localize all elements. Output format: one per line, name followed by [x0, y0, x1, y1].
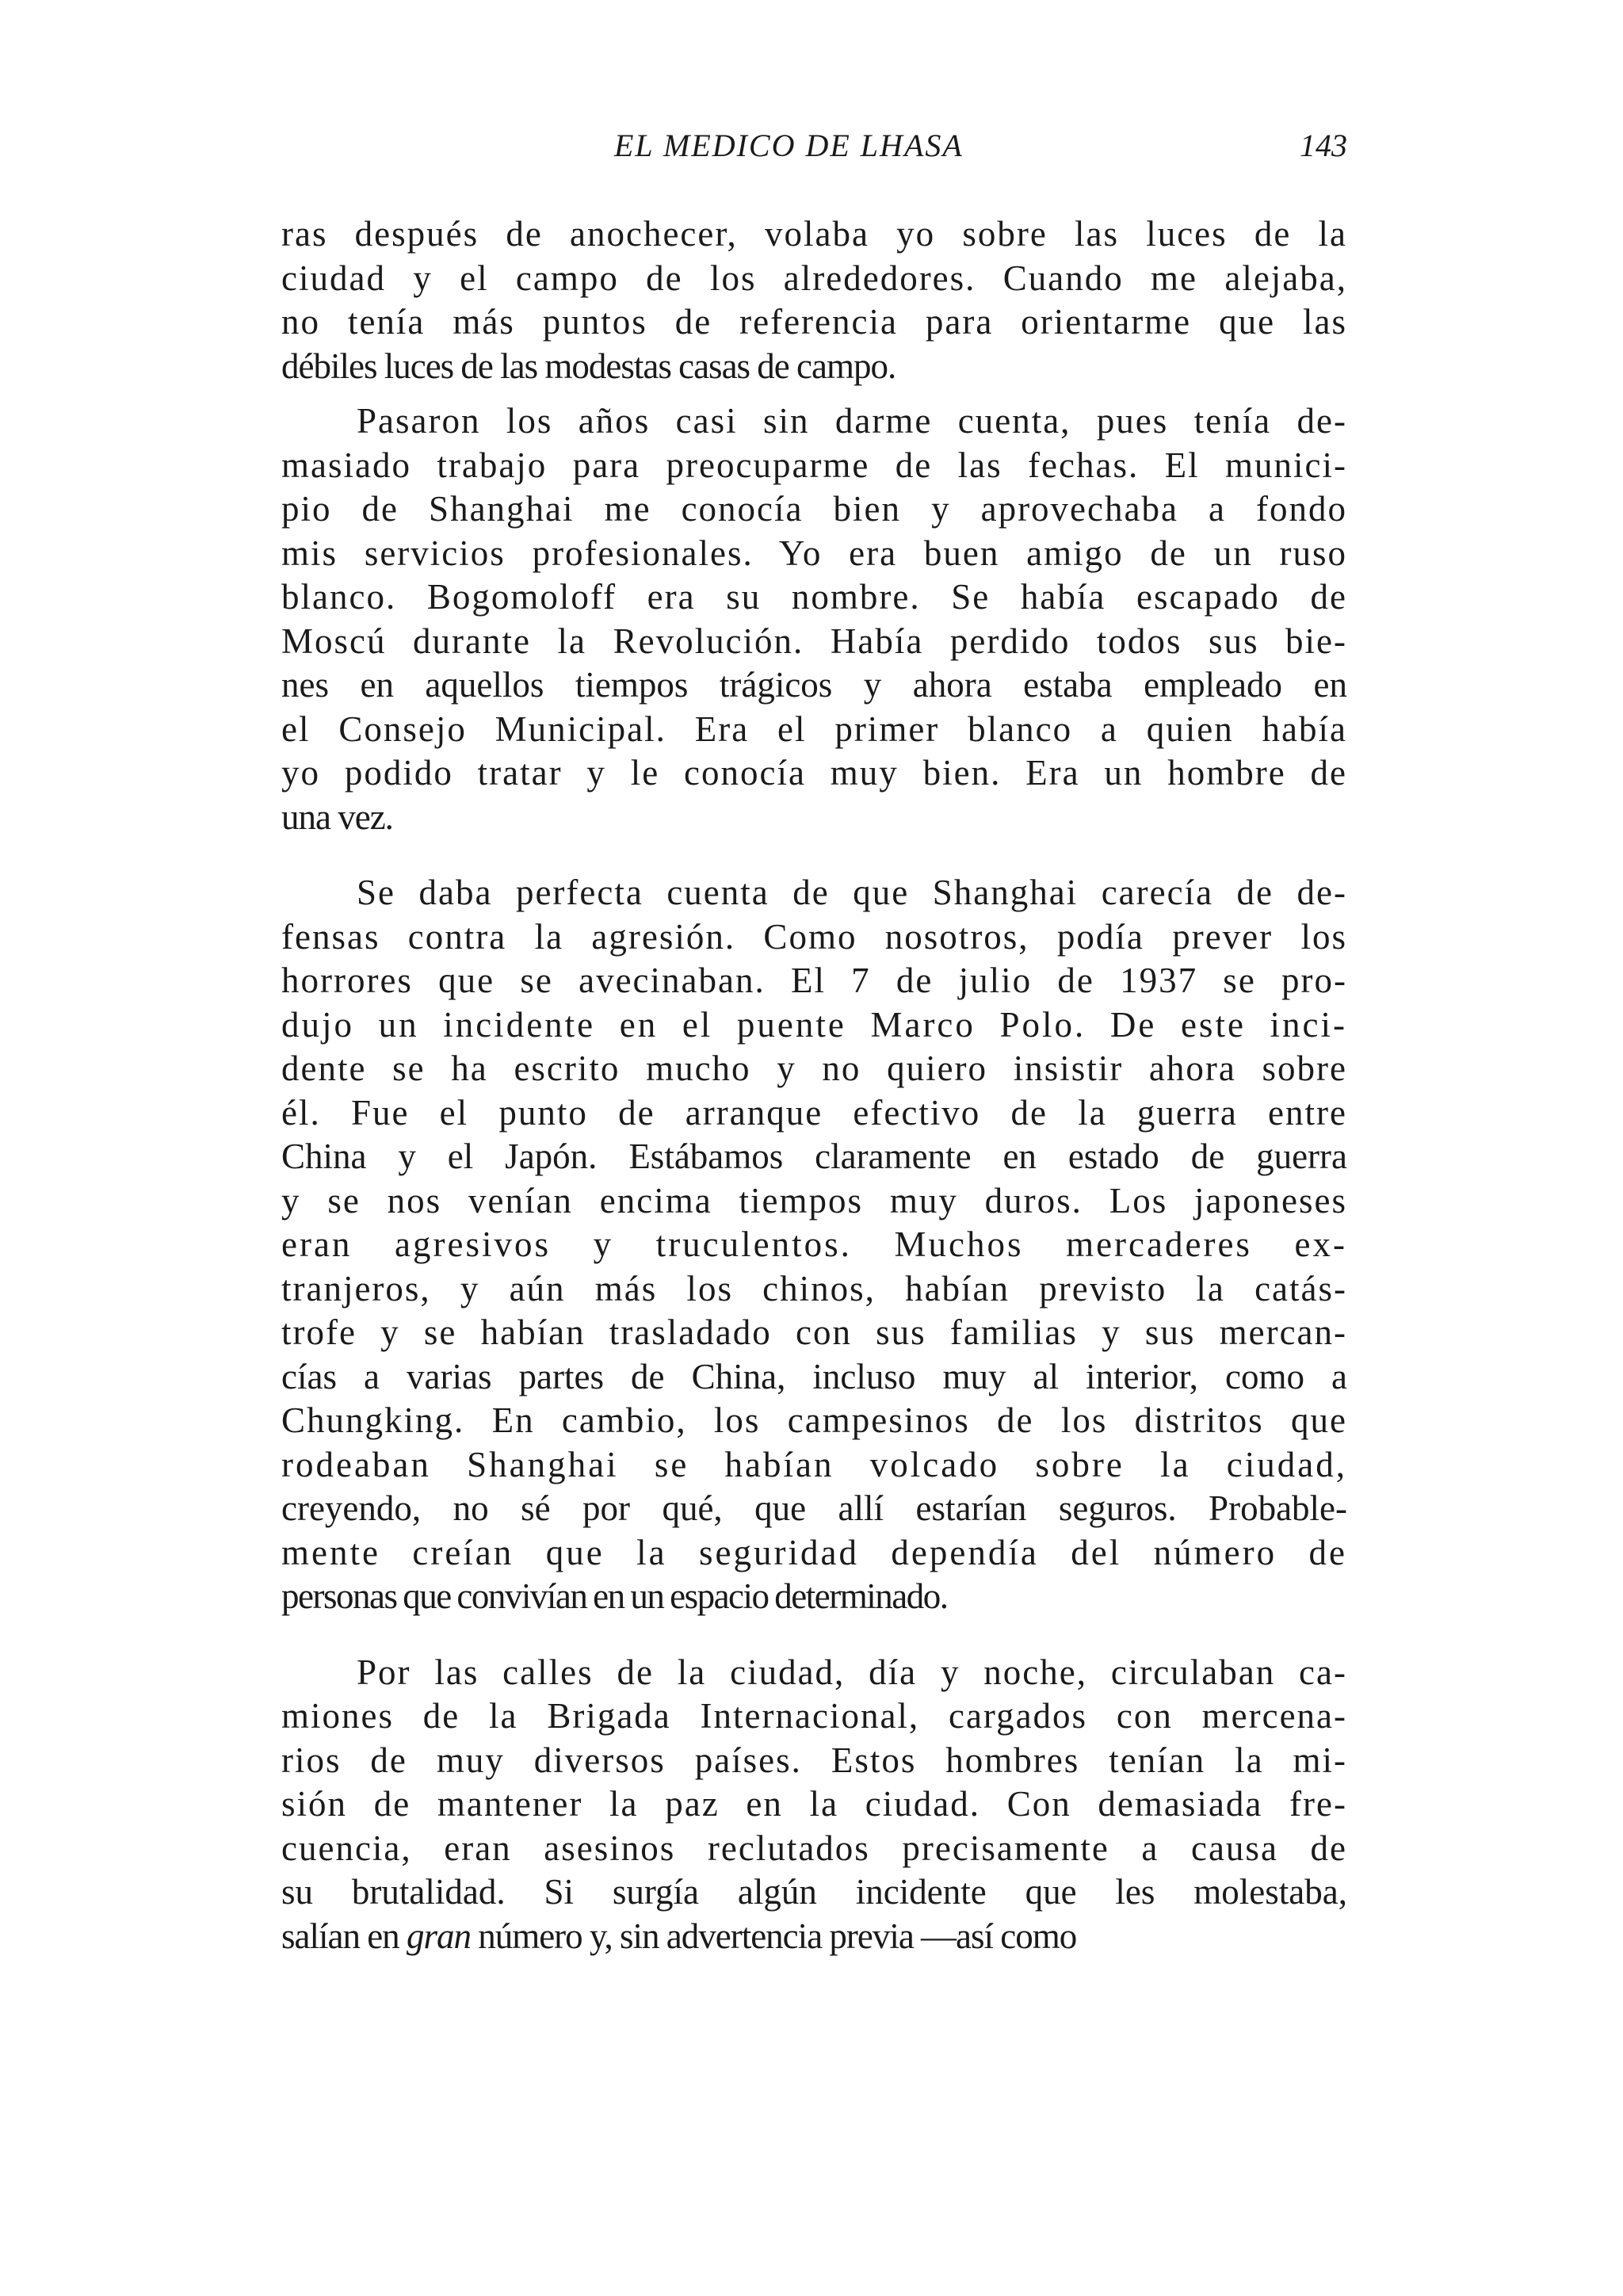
text-line: una vez.: [281, 797, 393, 837]
text-line: trofe y se habían trasladado con sus familias y sus mercan-: [281, 1312, 1347, 1352]
running-head: [281, 127, 1347, 174]
paragraph-1: [281, 212, 1347, 388]
text-line: Moscú durante la Revolución. Había perdido todos sus bie-: [281, 621, 1347, 661]
text-line: débiles luces de las modestas casas de campo.: [281, 346, 896, 386]
text-line: no tenía más puntos de referencia para orientarme que las: [281, 302, 1347, 342]
text-line: blanco. Bogomoloff era su nombre. Se había escapado de: [281, 577, 1347, 617]
text-line: creyendo, no sé por qué, que allí estarían seguros. Probable-: [281, 1488, 1347, 1528]
text-line: cuencia, eran asesinos reclutados precisamente a causa de: [281, 1828, 1347, 1868]
text-line: yo podido tratar y le conocía muy bien. Era un hombre de: [281, 753, 1347, 793]
text-line: dente se ha escrito mucho y no quiero insistir ahora sobre: [281, 1049, 1347, 1088]
text-line: tranjeros, y aún más los chinos, habían previsto la catás-: [281, 1268, 1347, 1308]
text-line: eran agresivos y truculentos. Muchos mercaderes ex-: [281, 1224, 1347, 1264]
text-line: sión de mantener la paz en la ciudad. Con demasiada fre-: [281, 1784, 1347, 1824]
text-line: pio de Shanghai me conocía bien y aprovechaba a fondo: [281, 489, 1347, 529]
text-line: dujo un incidente en el puente Marco Polo. De este inci-: [281, 1004, 1347, 1045]
text-line: cías a varias partes de China, incluso muy al interior, como a: [281, 1356, 1347, 1396]
text-line: masiado trabajo para preocuparme de las fechas. El munici-: [281, 445, 1347, 485]
text-line: miones de la Brigada Internacional, cargados con mercena-: [281, 1696, 1347, 1736]
text-line: rodeaban Shanghai se habían volcado sobre la ciudad,: [281, 1444, 1347, 1484]
text-line: Pasaron los años casi sin darme cuenta, pues tenía de-: [357, 401, 1347, 441]
text-line: nes en aquellos tiempos trágicos y ahora estaba empleado en: [281, 665, 1347, 705]
paragraph-3: [281, 871, 1347, 1619]
body-text: [281, 212, 1347, 1958]
text-line: Por las calles de la ciudad, día y noche, circulaban ca-: [357, 1652, 1347, 1692]
text-line: mis servicios profesionales. Yo era buen amigo de un ruso: [281, 533, 1347, 573]
text-line: él. Fue el punto de arranque efectivo de la guerra entre: [281, 1092, 1347, 1133]
final-line-end: número y, sin advertencia previa —así como: [470, 1916, 1077, 1956]
text-line: China y el Japón. Estábamos claramente en estado de guerra: [281, 1137, 1347, 1176]
text-line: ras después de anochecer, volaba yo sobre las luces de la: [281, 214, 1347, 254]
running-title: EL MEDICO DE LHASA: [614, 128, 964, 163]
paragraph-4: [281, 1651, 1347, 1959]
text-line: mente creían que la seguridad dependía del número de: [281, 1532, 1347, 1572]
text-line: y se nos venían encima tiempos muy duros. Los japoneses: [281, 1180, 1347, 1221]
page-number: 143: [1300, 128, 1347, 163]
text-line: Se daba perfecta cuenta de que Shanghai carecía de de-: [357, 873, 1347, 912]
text-line: el Consejo Municipal. Era el primer blanco a quien había: [281, 709, 1347, 749]
text-line: personas que convivían en un espacio determinado.: [281, 1576, 948, 1616]
italic-word: gran: [406, 1916, 471, 1956]
text-line: su brutalidad. Si surgía algún incidente que les molestaba,: [281, 1872, 1347, 1912]
final-line-start: salían en: [281, 1916, 407, 1956]
text-line: horrores que se avecinaban. El 7 de julio de 1937 se pro-: [281, 961, 1347, 1000]
paragraph-2: [281, 399, 1347, 839]
text-line: rios de muy diversos países. Estos hombres tenían la mi-: [281, 1740, 1347, 1780]
text-line: Chungking. En cambio, los campesinos de los distritos que: [281, 1400, 1347, 1440]
text-line-final: [281, 1915, 1347, 1959]
text-line: fensas contra la agresión. Como nosotros, podía prever los: [281, 916, 1347, 957]
text-line: ciudad y el campo de los alrededores. Cuando me alejaba,: [281, 258, 1347, 298]
